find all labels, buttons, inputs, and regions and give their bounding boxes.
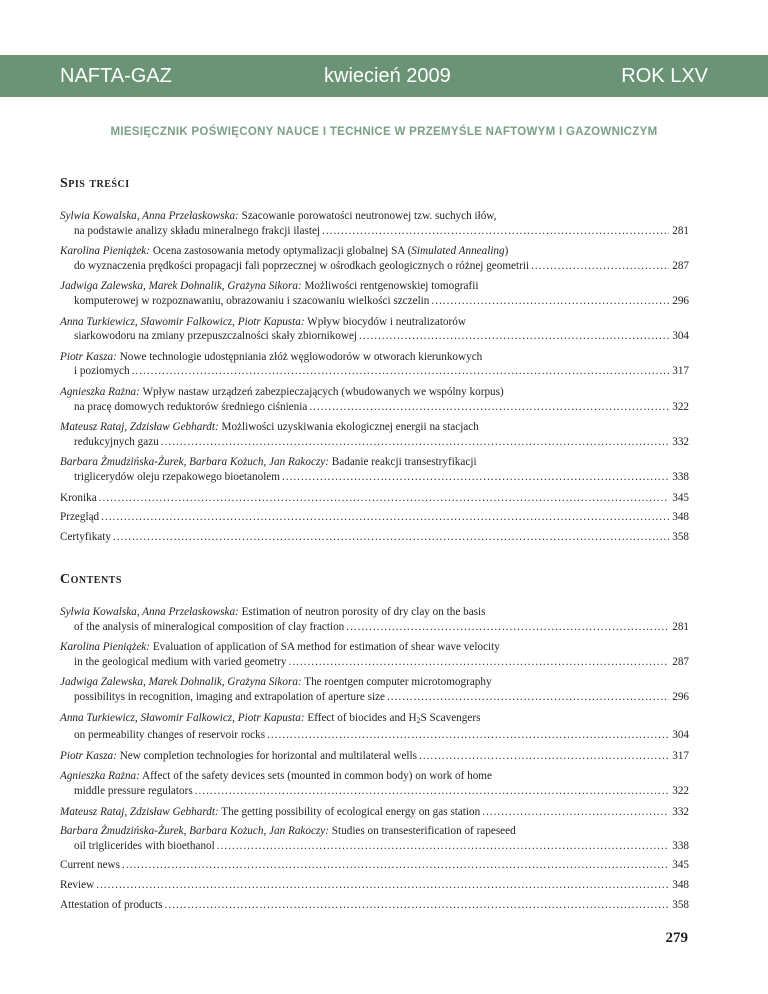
toc-page-number: 338 [672, 470, 689, 483]
toc-entry-line [60, 510, 689, 525]
toc-entry-line [60, 675, 689, 690]
toc-title: of the analysis of mineralogical composition of clay fraction [74, 620, 345, 633]
toc-authors: Mateusz Rataj, Zdzisław Gebhardt: [60, 421, 219, 434]
toc-leader-dots [531, 259, 669, 274]
toc-title: Szacowanie porowatości neutronowej tzw. suchych iłów, [238, 210, 497, 222]
toc-page-number: 317 [672, 365, 689, 378]
toc-authors: Anna Turkiewicz, Sławomir Falkowicz, Piotr Kapusta: [60, 315, 305, 328]
toc-leader-dots [359, 329, 669, 344]
toc-entry [60, 350, 689, 379]
toc-title: i poziomych [74, 365, 130, 378]
toc-leader-dots [282, 470, 669, 485]
toc-title-italic: Simulated Annealing [411, 245, 505, 258]
toc-entry-title: Certyfikaty [60, 530, 111, 543]
toc-title: do wyznaczenia prędkości propagacji fali poprzecznej w ośrodkach geologicznych o różnej geometrii [74, 259, 530, 272]
toc-entry-line [60, 824, 689, 839]
toc-entry-line [60, 455, 689, 470]
toc-entry [60, 605, 689, 634]
toc-title: Ocena zastosowania metody optymalizacji globalnej SA ( [150, 245, 412, 258]
toc-title: The getting possibility of ecological energy on gas station [218, 805, 481, 818]
toc-entry [60, 749, 689, 764]
toc-leader-dots [195, 784, 670, 799]
toc-entry-line [60, 805, 689, 820]
spis-tresci-list [60, 209, 689, 544]
toc-page-number: 287 [672, 259, 689, 272]
toc-leader-dots [113, 530, 669, 545]
journal-name: NAFTA-GAZ [60, 65, 172, 87]
toc-title: Affect of the safety devices sets (mounted in common body) on work of home [139, 770, 492, 783]
toc-page-number: 358 [672, 898, 689, 911]
toc-title: Evaluation of application of SA method for estimation of shear wave velocity [150, 641, 500, 654]
toc-entry [60, 711, 689, 743]
toc-entry-line [60, 749, 689, 764]
toc-leader-dots [101, 510, 669, 525]
toc-entry [60, 455, 689, 484]
toc-entry [60, 491, 689, 506]
toc-entry-line [60, 435, 689, 450]
toc-title: komputerowej w rozpoznawaniu, obrazowaniu i szacowaniu wielkości szczelin [74, 294, 430, 307]
toc-leader-dots [99, 491, 670, 506]
toc-entry-line [60, 224, 689, 239]
toc-entry-line [60, 329, 689, 344]
toc-authors: Mateusz Rataj, Zdzisław Gebhardt: [60, 805, 219, 818]
toc-entry-line [60, 385, 689, 400]
toc-title: ) [504, 245, 509, 258]
contents-title: Contents [60, 572, 122, 587]
toc-entry [60, 769, 689, 798]
toc-entry [60, 898, 689, 913]
toc-title: Estimation of neutron porosity of dry clay on the basis [238, 606, 486, 618]
toc-leader-dots [165, 898, 670, 913]
volume-year: ROK LXV [621, 65, 708, 87]
toc-leader-dots [122, 858, 669, 873]
toc-entry [60, 878, 689, 893]
toc-leader-dots [132, 364, 670, 379]
toc-title: na pracę domowych reduktorów średniego ciśnienia [74, 400, 308, 413]
toc-entry-line [60, 858, 689, 873]
toc-page-number: 358 [672, 530, 689, 543]
toc-authors: Anna Turkiewicz, Sławomir Falkowicz, Piotr Kapusta: [60, 711, 305, 724]
contents-list [60, 605, 689, 912]
spis-tresci-title: Spis treści [60, 176, 130, 191]
toc-entry [60, 640, 689, 669]
toc-authors: Piotr Kasza: [60, 749, 117, 762]
toc-entry [60, 279, 689, 308]
toc-title: na podstawie analizy składu mineralnego frakcji ilastej [74, 224, 321, 237]
toc-entry-line [60, 420, 689, 435]
toc-entry-line [60, 259, 689, 274]
toc-entry-line [60, 605, 689, 620]
toc-entry [60, 209, 689, 238]
toc-page-number: 296 [672, 690, 689, 703]
toc-title: triglicerydów oleju rzepakowego bioetanolem [74, 470, 280, 483]
toc-entry [60, 420, 689, 449]
toc-leader-dots [419, 749, 669, 764]
toc-entry-title: Review [60, 878, 95, 891]
toc-title-subscript: 2 [416, 715, 421, 725]
toc-entry-line [60, 898, 689, 913]
toc-authors: Jadwiga Zalewska, Marek Dohnalik, Grażyna Sikora: [60, 676, 302, 689]
toc-leader-dots [431, 294, 669, 309]
journal-subtitle: MIESIĘCZNIK POŚWIĘCONY NAUCE I TECHNICE W PRZEMYŚLE NAFTOWYM I GAZOWNICZYM [110, 126, 658, 138]
toc-entry-line [60, 640, 689, 655]
toc-entry-line [60, 400, 689, 415]
toc-authors: Agnieszka Rażna: [60, 770, 140, 783]
toc-entry-line [60, 728, 689, 743]
toc-title: middle pressure regulators [74, 784, 193, 797]
toc-entry-title: Current news [60, 859, 120, 872]
toc-page-number: 345 [672, 491, 689, 504]
toc-authors: Agnieszka Rażna: [60, 385, 140, 398]
toc-authors: Sylwia Kowalska, Anna Przelaskowska: [60, 210, 239, 222]
toc-authors: Barbara Żmudzińska-Żurek, Barbara Kożuch, Jan Rakoczy: [60, 456, 329, 469]
toc-entry [60, 824, 689, 853]
toc-title: oil triglicerides with bioethanol [74, 839, 215, 852]
toc-entry [60, 675, 689, 704]
toc-page-number: 348 [672, 511, 689, 524]
toc-entry-line [60, 364, 689, 379]
toc-authors: Barbara Żmudzińska-Żurek, Barbara Kożuch, Jan Rakoczy: [60, 825, 329, 838]
toc-entry-title: Kronika [60, 491, 97, 504]
toc-entry [60, 244, 689, 273]
toc-entry-line [60, 470, 689, 485]
toc-leader-dots [309, 400, 669, 415]
toc-title: redukcyjnych gazu [74, 435, 159, 448]
toc-entry-line [60, 711, 689, 729]
toc-entry-title: Przegląd [60, 511, 100, 524]
toc-page-number: 338 [672, 839, 689, 852]
toc-leader-dots [289, 655, 670, 670]
toc-entry-line [60, 620, 689, 635]
toc-entry-line [60, 350, 689, 365]
toc-page-number: 304 [672, 330, 689, 343]
toc-leader-dots [387, 690, 669, 705]
toc-title: Możliwości uzyskiwania ekologicznej energii na stacjach [218, 421, 479, 434]
toc-entry-line [60, 491, 689, 506]
toc-page-number: 345 [672, 859, 689, 872]
toc-entry-line [60, 839, 689, 854]
toc-entry [60, 510, 689, 525]
toc-title: Effect of biocides and H [304, 711, 417, 724]
toc-entry [60, 385, 689, 414]
toc-authors: Piotr Kasza: [60, 350, 117, 363]
toc-authors: Jadwiga Zalewska, Marek Dohnalik, Grażyna Sikora: [60, 280, 302, 293]
toc-title: Badanie reakcji transestryfikacji [329, 456, 477, 469]
toc-page-number: 322 [672, 784, 689, 797]
toc-title: Studies on transesterification of rapeseed [329, 825, 516, 838]
toc-entry-line [60, 878, 689, 893]
toc-title: in the geological medium with varied geometry [74, 655, 287, 668]
toc-entry-line [60, 244, 689, 259]
toc-entry-line [60, 769, 689, 784]
toc-leader-dots [322, 224, 669, 239]
toc-leader-dots [96, 878, 669, 893]
toc-entry-text [60, 749, 417, 764]
page-number: 279 [665, 930, 688, 946]
toc-entry-title: Attestation of products [60, 898, 163, 911]
toc-page-number: 348 [672, 878, 689, 891]
toc-authors: Sylwia Kowalska, Anna Przelaskowska: [60, 606, 239, 618]
toc-title: siarkowodoru na zmiany przepuszczalności skały zbiornikowej [74, 330, 358, 343]
toc-page-number: 281 [672, 224, 689, 237]
toc-title: New completion technologies for horizontal and multilateral wells [116, 749, 418, 762]
toc-entry-line [60, 690, 689, 705]
toc-authors: Karolina Pieniążek: [60, 245, 151, 258]
toc-entry [60, 805, 689, 820]
toc-leader-dots [482, 805, 669, 820]
toc-leader-dots [346, 620, 669, 635]
toc-page-number: 317 [672, 749, 689, 762]
toc-entry-line [60, 784, 689, 799]
toc-entry-line [60, 530, 689, 545]
toc-entry-line [60, 315, 689, 330]
toc-page-number: 332 [672, 435, 689, 448]
toc-entry [60, 315, 689, 344]
toc-entry-line [60, 209, 689, 224]
toc-authors: Karolina Pieniążek: [60, 641, 151, 654]
toc-page-number: 332 [672, 805, 689, 818]
toc-leader-dots [161, 435, 669, 450]
journal-header-bar [0, 55, 768, 97]
toc-title: possibilitys in recognition, imaging and extrapolation of aperture size [74, 690, 385, 703]
toc-entry-line [60, 279, 689, 294]
toc-title: Wpływ biocydów i neutralizatorów [304, 315, 466, 328]
toc-title: on permeability changes of reservoir rocks [74, 729, 266, 742]
toc-entry [60, 530, 689, 545]
toc-title: Wpływ nastaw urządzeń zabezpieczających (wbudowanych we wspólny korpus) [139, 385, 504, 398]
toc-title: The roentgen computer microtomography [301, 676, 492, 689]
toc-entry-line [60, 655, 689, 670]
toc-entry-line [60, 294, 689, 309]
toc-leader-dots [267, 728, 669, 743]
issue-date: kwiecień 2009 [324, 65, 451, 87]
toc-page-number: 287 [672, 655, 689, 668]
toc-page-number: 304 [672, 729, 689, 742]
toc-title: Nowe technologie udostępniania złóż węglowodorów w otworach kierunkowych [116, 350, 483, 363]
toc-leader-dots [217, 839, 669, 854]
toc-page-number: 296 [672, 294, 689, 307]
toc-title: S Scavengers [420, 711, 481, 724]
toc-page-number: 281 [672, 620, 689, 633]
toc-title: Możliwości rentgenowskiej tomografii [301, 280, 479, 293]
toc-entry [60, 858, 689, 873]
toc-entry-text [60, 805, 480, 820]
toc-page-number: 322 [672, 400, 689, 413]
